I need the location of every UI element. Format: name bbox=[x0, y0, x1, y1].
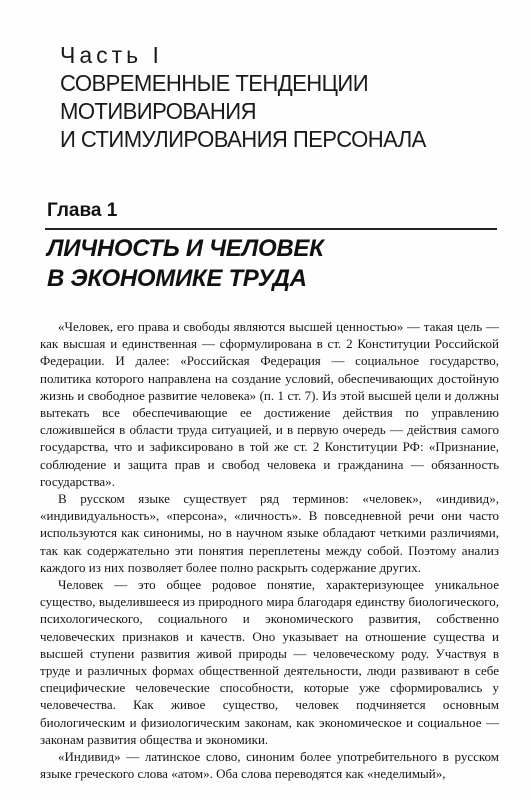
chapter-title bbox=[47, 234, 487, 294]
part-title bbox=[60, 69, 463, 153]
part-label: Часть I bbox=[60, 42, 163, 68]
paragraph: В русском языке существует ряд терминов: «человек», «индивид», «индивидуальность», «персона», «личность». В повседневной речи они часто используются как синонимы, но в научном языке обладают четкими различиями, так как содержательно эти понятия переплетены между собой. Поэтому анализ каждого из них позволяет более полно раскрыть содержание других. bbox=[40, 491, 499, 575]
part-title-line: И СТИМУЛИРОВАНИЯ ПЕРСОНАЛА bbox=[60, 126, 426, 152]
body-text bbox=[40, 318, 499, 782]
paragraph: «Индивид» — латинское слово, синоним более употребительного в русском языке греческого слова «атом». Оба слова переводятся как «неделимый», bbox=[40, 749, 499, 782]
paragraph: Человек — это общее родовое понятие, характеризующее уникальное существо, выделившееся из природного мира благодаря единству биологического, психологического, социального и экономического развития, собственно человеческих признаков и качеств. Оно указывает на отношение существа и высшей ступени развития живой природы — человеческому роду. Участвуя в труде и различных формах общественной деятельности, люди развивают в себе специфические человеческие способности, которые уже сформировались у человечества. Как живое существо, человек подчиняется основным биологическим и физиологическим законам, как экономическое и социальное — законам развития общества и экономики. bbox=[40, 577, 499, 747]
chapter-title-line: В ЭКОНОМИКЕ ТРУДА bbox=[47, 265, 307, 292]
part-title-line: МОТИВИРОВАНИЯ bbox=[60, 98, 256, 124]
paragraph: «Человек, его права и свободы являются высшей ценностью» — такая цель — как высшая и единственная — сформулирована в ст. 2 Конституции Российской Федерации. И далее: «Российская Федерация — социальное государство, политика которого направлена на создание условий, обеспечивающих достойную жизнь и свободное развитие человека» (п. 1 ст. 7). Из этой высшей цели и должны вытекать все обеспечивающие ее достижение действия по управлению сложившейся в области труда ситуацией, и в первую очередь — действия самого государства, что и зафиксировано в той же ст. 2 Конституции РФ: «Признание, соблюдение и защита прав и свобод человека и гражданина — обязанность государства». bbox=[40, 319, 499, 489]
part-title-line: СОВРЕМЕННЫЕ ТЕНДЕНЦИИ bbox=[60, 70, 369, 96]
chapter-title-line: ЛИЧНОСТЬ И ЧЕЛОВЕК bbox=[47, 235, 324, 262]
chapter-label: Глава 1 bbox=[47, 200, 118, 221]
chapter-divider bbox=[45, 228, 497, 230]
